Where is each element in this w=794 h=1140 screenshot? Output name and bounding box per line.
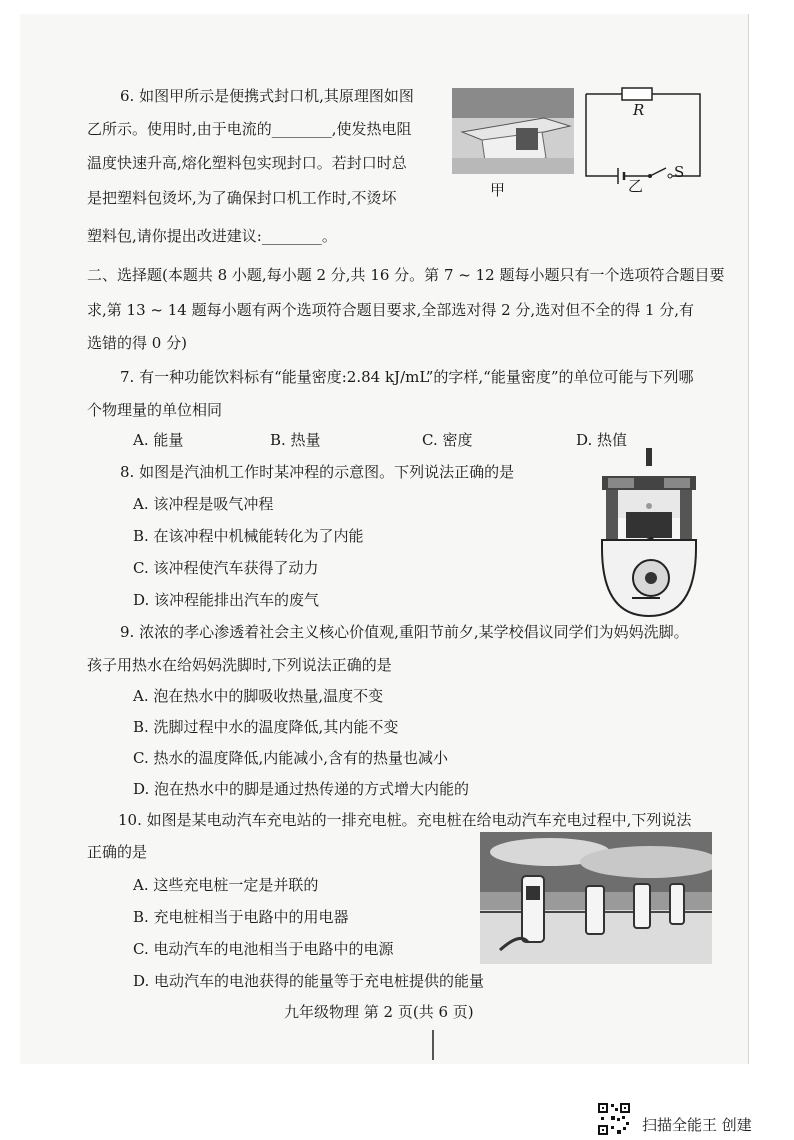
q10-option-c: C. 电动汽车的电池相当于电路中的电源 bbox=[133, 940, 394, 958]
qr-code-icon bbox=[597, 1102, 631, 1136]
q7-option-b: B. 热量 bbox=[270, 431, 321, 449]
switch-label: S bbox=[674, 163, 685, 181]
q9-option-a: A. 泡在热水中的脚吸收热量,温度不变 bbox=[133, 687, 384, 705]
resistor-label: R bbox=[633, 101, 645, 119]
q6-line-3: 温度快速升高,熔化塑料包实现封口。若封口时总 bbox=[87, 154, 407, 172]
sealer-photo bbox=[452, 88, 574, 174]
q7-option-d: D. 热值 bbox=[576, 431, 628, 449]
q8-stem: 8. 如图是汽油机工作时某冲程的示意图。下列说法正确的是 bbox=[120, 463, 515, 481]
circuit-diagram bbox=[582, 84, 704, 184]
q9-option-c: C. 热水的温度降低,内能减小,含有的热量也减小 bbox=[133, 749, 449, 767]
q8-option-b: B. 在该冲程中机械能转化为了内能 bbox=[133, 527, 364, 545]
engine-stroke-diagram bbox=[596, 448, 702, 618]
q8-option-a: A. 该冲程是吸气冲程 bbox=[133, 495, 274, 513]
divider-mark bbox=[432, 1030, 434, 1060]
q10-option-b: B. 充电桩相当于电路中的用电器 bbox=[133, 908, 349, 926]
section-2-line-2: 求,第 13 ~ 14 题每小题有两个选项符合题目要求,全部选对得 2 分,选对但不全的得 1 分,有 bbox=[87, 301, 695, 319]
q7-line-1: 7. 有一种功能饮料标有“能量密度:2.84 kJ/mL”的字样,“能量密度”的单位可能与下列哪 bbox=[120, 368, 694, 386]
q9-line-2: 孩子用热水在给妈妈洗脚时,下列说法正确的是 bbox=[87, 656, 392, 674]
q9-line-1: 9. 浓浓的孝心渗透着社会主义核心价值观,重阳节前夕,某学校倡议同学们为妈妈洗脚。 bbox=[120, 623, 689, 641]
q8-option-d: D. 该冲程能排出汽车的废气 bbox=[133, 591, 320, 609]
section-2-line-1: 二、选择题(本题共 8 小题,每小题 2 分,共 16 分。第 7 ~ 12 题每小题只有一个选项符合题目要 bbox=[87, 266, 725, 284]
q9-option-d: D. 泡在热水中的脚是通过热传递的方式增大内能的 bbox=[133, 780, 470, 798]
switch-lever bbox=[650, 168, 666, 176]
q10-option-d: D. 电动汽车的电池获得的能量等于充电桩提供的能量 bbox=[133, 972, 485, 990]
q6-line-2: 乙所示。使用时,由于电流的________,使发热电阻 bbox=[87, 120, 412, 138]
scanner-watermark-text: 扫描全能王 创建 bbox=[642, 1116, 752, 1134]
q7-option-c: C. 密度 bbox=[422, 431, 473, 449]
q10-line-1: 10. 如图是某电动汽车充电站的一排充电桩。充电桩在给电动汽车充电过程中,下列说法 bbox=[118, 811, 692, 829]
q10-line-2: 正确的是 bbox=[87, 843, 148, 861]
section-2-line-3: 选错的得 0 分) bbox=[87, 334, 187, 352]
page-footer: 九年级物理 第 2 页(共 6 页) bbox=[284, 1003, 474, 1021]
q6-line-1: 6. 如图甲所示是便携式封口机,其原理图如图 bbox=[120, 87, 414, 105]
q6-line-4: 是把塑料包烫坏,为了确保封口机工作时,不烫坏 bbox=[87, 189, 397, 207]
q6-line-5: 塑料包,请你提出改进建议:________。 bbox=[87, 227, 337, 245]
fig-b-label: 乙 bbox=[628, 177, 644, 195]
fig-a-label: 甲 bbox=[490, 181, 506, 199]
charging-station-photo bbox=[480, 832, 712, 964]
resistor bbox=[622, 88, 652, 100]
q7-line-2: 个物理量的单位相同 bbox=[87, 401, 223, 419]
q8-option-c: C. 该冲程使汽车获得了动力 bbox=[133, 559, 319, 577]
q10-option-a: A. 这些充电桩一定是并联的 bbox=[133, 876, 319, 894]
q9-option-b: B. 洗脚过程中水的温度降低,其内能不变 bbox=[133, 718, 399, 736]
q7-option-a: A. 能量 bbox=[133, 431, 184, 449]
